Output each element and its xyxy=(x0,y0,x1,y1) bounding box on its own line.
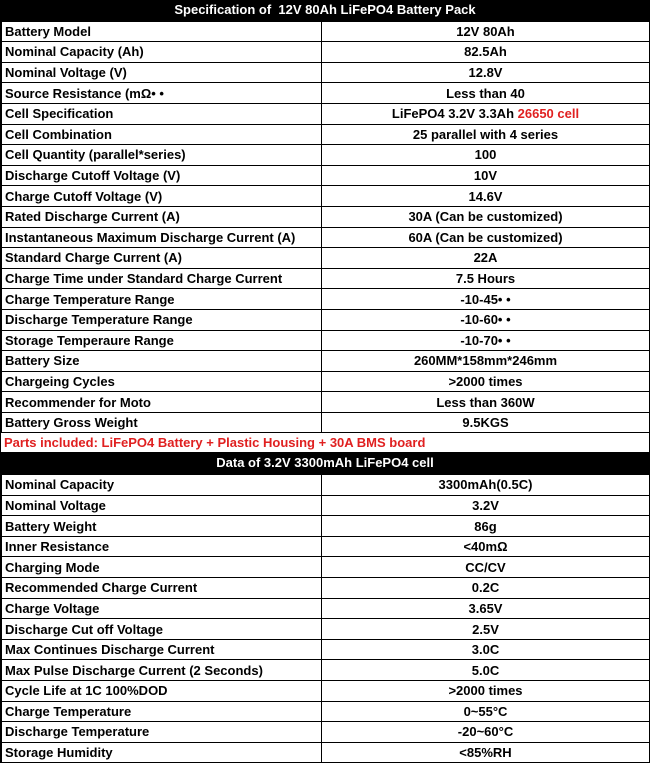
table-row xyxy=(2,330,650,351)
spec-label: Battery Gross Weight xyxy=(2,412,322,433)
spec-value xyxy=(322,351,650,372)
spec-label: Charge Time under Standard Charge Current xyxy=(2,268,322,289)
spec-value-text: 0~55°C xyxy=(463,703,508,719)
spec-value-text: 22A xyxy=(473,250,498,266)
table-row xyxy=(2,21,650,42)
spec-value-text: -10-70• • xyxy=(460,332,511,348)
spec-label: Nominal Capacity (Ah) xyxy=(2,42,322,63)
spec-label: Instantaneous Maximum Discharge Current (A) xyxy=(2,227,322,248)
spec-value-text: -10-60• • xyxy=(460,312,511,328)
spec-label: Cell Quantity (parallel*series) xyxy=(2,145,322,166)
spec-value xyxy=(322,536,650,557)
spec-value xyxy=(322,83,650,104)
spec-value-text: 9.5KGS xyxy=(462,415,509,431)
spec-label: Max Continues Discharge Current xyxy=(2,639,322,660)
spec-value-text: 10V xyxy=(473,168,498,184)
spec-label: Nominal Voltage (V) xyxy=(2,62,322,83)
spec-value-text: LiFePO4 3.2V 3.3Ah xyxy=(391,106,518,122)
pack-spec-title: Specification of 12V 80Ah LiFePO4 Battery Pack xyxy=(1,0,649,21)
table-row xyxy=(2,124,650,145)
spec-label: Discharge Cutoff Voltage (V) xyxy=(2,165,322,186)
spec-value-text: >2000 times xyxy=(448,373,523,389)
table-row xyxy=(2,83,650,104)
table-row xyxy=(2,145,650,166)
spec-value xyxy=(322,248,650,269)
table-row xyxy=(2,742,650,763)
table-row xyxy=(2,268,650,289)
table-row xyxy=(2,619,650,640)
spec-value xyxy=(322,145,650,166)
table-row xyxy=(2,309,650,330)
pack-spec-table xyxy=(1,21,650,434)
spec-value xyxy=(322,371,650,392)
spec-label: Charge Cutoff Voltage (V) xyxy=(2,186,322,207)
table-row xyxy=(2,42,650,63)
cell-data-table xyxy=(1,474,650,763)
spec-label: Charge Temperature xyxy=(2,701,322,722)
spec-label: Inner Resistance xyxy=(2,536,322,557)
spec-label: Battery Weight xyxy=(2,516,322,537)
spec-label: Cell Specification xyxy=(2,103,322,124)
spec-label: Standard Charge Current (A) xyxy=(2,248,322,269)
table-row xyxy=(2,103,650,124)
spec-value xyxy=(322,660,650,681)
spec-value xyxy=(322,619,650,640)
spec-label: Chargeing Cycles xyxy=(2,371,322,392)
spec-value-text: Less than 360W xyxy=(436,394,535,410)
spec-value-text: 12V 80Ah xyxy=(456,23,515,39)
table-row xyxy=(2,248,650,269)
spec-value xyxy=(322,309,650,330)
table-row xyxy=(2,495,650,516)
table-row xyxy=(2,351,650,372)
spec-label: Charging Mode xyxy=(2,557,322,578)
spec-value-text: CC/CV xyxy=(465,559,506,575)
spec-value xyxy=(322,21,650,42)
spec-value-text: 30A (Can be customized) xyxy=(408,209,563,225)
spec-value xyxy=(322,330,650,351)
spec-value-text: 100 xyxy=(474,147,497,163)
spec-label: Battery Model xyxy=(2,21,322,42)
table-row xyxy=(2,165,650,186)
spec-label: Charge Temperature Range xyxy=(2,289,322,310)
spec-value xyxy=(322,681,650,702)
spec-value-text: 86g xyxy=(474,518,497,534)
cell-data-title: Data of 3.2V 3300mAh LiFePO4 cell xyxy=(1,453,649,474)
table-row xyxy=(2,289,650,310)
table-row xyxy=(2,578,650,599)
spec-label: Rated Discharge Current (A) xyxy=(2,206,322,227)
spec-value xyxy=(322,495,650,516)
table-row xyxy=(2,557,650,578)
spec-value xyxy=(322,42,650,63)
spec-value-text: 12.8V xyxy=(468,65,503,81)
spec-value-text: 60A (Can be customized) xyxy=(408,229,563,245)
spec-value-text: 2.5V xyxy=(472,621,499,637)
spec-value xyxy=(322,186,650,207)
spec-value xyxy=(322,412,650,433)
table-row xyxy=(2,701,650,722)
spec-label: Discharge Temperature xyxy=(2,722,322,743)
spec-value xyxy=(322,578,650,599)
spec-value xyxy=(322,557,650,578)
table-row xyxy=(2,206,650,227)
spec-value-text: -10-45• • xyxy=(460,291,511,307)
table-row xyxy=(2,371,650,392)
spec-value xyxy=(322,268,650,289)
spec-value-text: 25 parallel with 4 series xyxy=(412,126,559,142)
spec-label: Discharge Temperature Range xyxy=(2,309,322,330)
spec-label: Nominal Capacity xyxy=(2,475,322,496)
spec-value-highlight: 26650 cell xyxy=(517,106,580,122)
table-row xyxy=(2,227,650,248)
spec-value xyxy=(322,124,650,145)
table-row xyxy=(2,62,650,83)
spec-value-text: >2000 times xyxy=(448,683,523,699)
spec-label: Max Pulse Discharge Current (2 Seconds) xyxy=(2,660,322,681)
spec-label: Source Resistance (mΩ• • xyxy=(2,83,322,104)
table-row xyxy=(2,598,650,619)
table-row xyxy=(2,412,650,433)
spec-value-text: <40mΩ xyxy=(463,539,508,555)
table-row xyxy=(2,639,650,660)
table-row xyxy=(2,392,650,413)
spec-value-text: 3.2V xyxy=(472,497,499,513)
spec-value xyxy=(322,701,650,722)
spec-value-text: 7.5 Hours xyxy=(455,271,516,287)
spec-label: Nominal Voltage xyxy=(2,495,322,516)
spec-value-text: 5.0C xyxy=(471,662,500,678)
parts-included-note: Parts included: LiFePO4 Battery + Plastic Housing + 30A BMS board xyxy=(1,433,649,453)
spec-label: Battery Size xyxy=(2,351,322,372)
spec-label: Recommended Charge Current xyxy=(2,578,322,599)
spec-value-text: 14.6V xyxy=(468,188,503,204)
spec-value xyxy=(322,227,650,248)
spec-value xyxy=(322,103,650,124)
spec-label: Cycle Life at 1C 100%DOD xyxy=(2,681,322,702)
table-row xyxy=(2,722,650,743)
spec-value xyxy=(322,475,650,496)
spec-value xyxy=(322,516,650,537)
table-row xyxy=(2,475,650,496)
spec-value-text: 260MM*158mm*246mm xyxy=(413,353,558,369)
table-row xyxy=(2,516,650,537)
table-row xyxy=(2,186,650,207)
spec-value xyxy=(322,392,650,413)
spec-label: Charge Voltage xyxy=(2,598,322,619)
spec-value-text: 3.65V xyxy=(468,600,503,616)
spec-value xyxy=(322,289,650,310)
spec-value xyxy=(322,722,650,743)
spec-label: Recommender for Moto xyxy=(2,392,322,413)
spec-value-text: 82.5Ah xyxy=(464,44,507,60)
table-row xyxy=(2,536,650,557)
spec-value xyxy=(322,62,650,83)
spec-label: Cell Combination xyxy=(2,124,322,145)
spec-value xyxy=(322,742,650,763)
spec-value xyxy=(322,639,650,660)
spec-label: Storage Temperaure Range xyxy=(2,330,322,351)
spec-value xyxy=(322,206,650,227)
spec-label: Storage Humidity xyxy=(2,742,322,763)
spec-value-text: 3.0C xyxy=(471,642,500,658)
spec-value-text: 0.2C xyxy=(471,580,500,596)
table-row xyxy=(2,681,650,702)
spec-value xyxy=(322,598,650,619)
spec-value-text: -20~60°C xyxy=(457,724,514,740)
spec-value-text: 3300mAh(0.5C) xyxy=(438,477,533,493)
table-row xyxy=(2,660,650,681)
spec-value-text: <85%RH xyxy=(459,745,512,761)
spec-value-text: Less than 40 xyxy=(446,85,525,101)
spec-label: Discharge Cut off Voltage xyxy=(2,619,322,640)
spec-value xyxy=(322,165,650,186)
